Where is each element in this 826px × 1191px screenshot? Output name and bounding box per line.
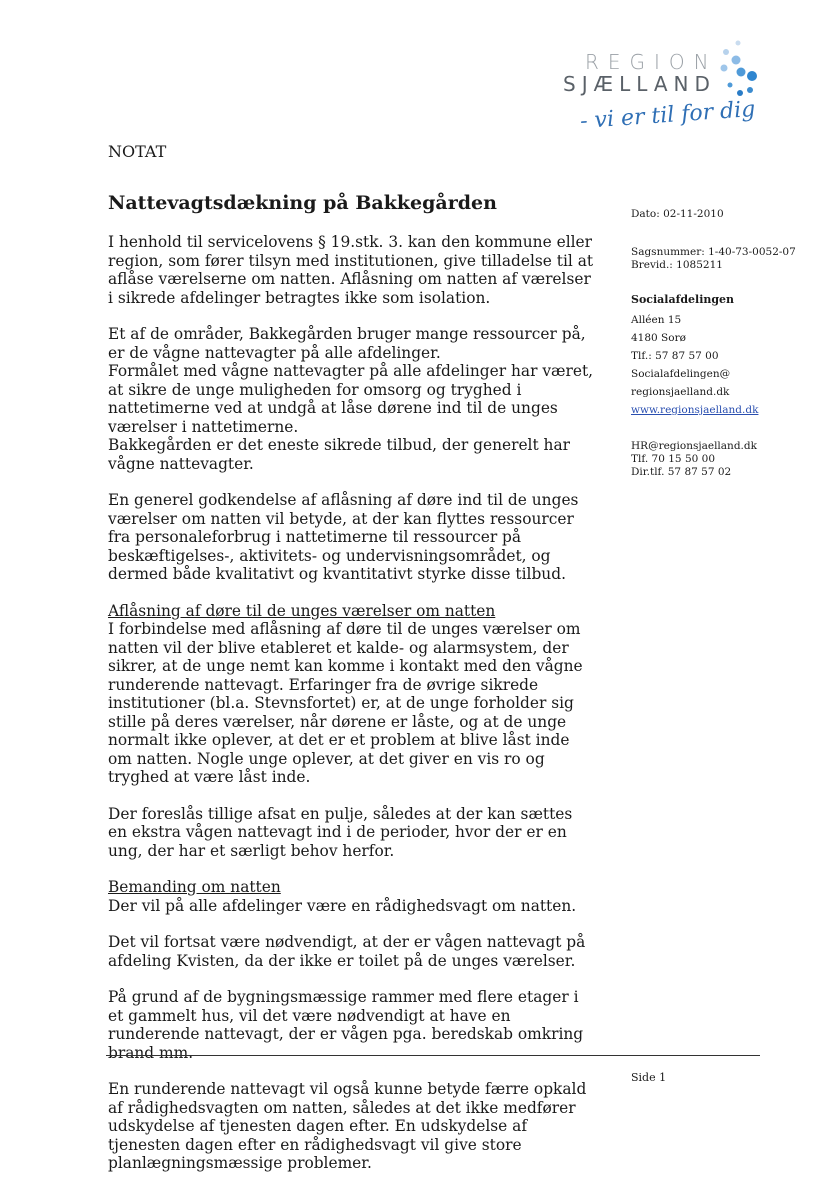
paragraph: I henhold til servicelovens § 19.stk. 3. kan den kommune eller region, som fører tilsyn med institutionen, give tilladelse til at aflåse værelserne om natten. Aflåsning om natten af værelser i sikrede afdelinger betragtes ikke som isolation. <box>108 233 594 307</box>
paragraph: Formålet med vågne nattevagter på alle afdelinger har været, at sikre de unge muligheden for omsorg og tryghed i nattetimerne ved at undgå at låse dørene ind til de unges værelser i nattetimerne. <box>108 362 594 436</box>
phone: Tlf.: 57 87 57 00 <box>631 350 719 362</box>
hr-phone: Tlf. 70 15 50 00 <box>631 453 716 465</box>
paragraph: Der vil på alle afdelinger være en rådighedsvagt om natten. <box>108 896 577 915</box>
logo-dots-icon <box>716 38 762 102</box>
footer-divider <box>106 1055 760 1056</box>
section-heading: Aflåsning af døre til de unges værelser om natten <box>108 601 496 620</box>
website-link[interactable]: www.regionsjaelland.dk <box>631 404 759 416</box>
address-city: 4180 Sorø <box>631 332 686 344</box>
paragraph: Et af de områder, Bakkegården bruger mange ressourcer på, er de vågne nattevagter på alle afdelinger. <box>108 325 586 362</box>
paragraph: En runderende nattevagt vil også kunne betyde færre opkald af rådighedsvagten om natten, således at det ikke medfører udskydelse af tjenesten dagen efter. En udskydelse af tjenesten dagen efter en rådighedsvagt vil give store planlægningsmæssige problemer. <box>108 1080 587 1172</box>
paragraph: I forbindelse med aflåsning af døre til de unges værelser om natten vil der blive etableret et kalde- og alarmsystem, der sikrer, at de unge nemt kan komme i kontakt med den vågne runderende nattevagt. Erfaringer fra de øvrige sikrede institutioner (bl.a. Stevnsfortet) er, at de unge forholder sig stille på deres værelser, når dørene er låste, og at de unge normalt ikke oplever, at det er et problem at blive låst inde om natten. Nogle unge oplever, at det giver en vis ro og tryghed at være låst inde. <box>108 620 583 786</box>
department-name: Socialafdelingen <box>631 293 735 306</box>
paragraph: Det vil fortsat være nødvendigt, at der er vågen nattevagt på afdeling Kvisten, da der ikke er toilet på de unges værelser. <box>108 933 586 970</box>
brevid: Brevid.: 1085211 <box>631 259 723 271</box>
logo-sjaelland-text: SJÆLLAND <box>563 72 716 96</box>
paragraph: En generel godkendelse af aflåsning af døre ind til de unges værelser om natten vil betyde, at der kan flyttes ressourcer fra personaleforbrug i nattetimerne til ressourcer på beskæftigelses-, aktivitets- og undervisningsområdet, og dermed både kvalitativt og kvantitativt styrke disse tilbud. <box>108 491 579 583</box>
paragraph: På grund af de bygningsmæssige rammer med flere etager i et gammelt hus, vil det være nødvendigt at have en runderende nattevagt, der er vågen pga. beredskab omkring brand mm. <box>108 988 584 1062</box>
case-info <box>631 246 796 272</box>
paragraph: Bakkegården er det eneste sikrede tilbud, der generelt har vågne nattevagter. <box>108 436 570 473</box>
page-number: Side 1 <box>631 1071 667 1084</box>
address-street: Alléen 15 <box>631 314 682 326</box>
email-line-1: Socialafdelingen@ <box>631 368 731 380</box>
hr-contact-block <box>631 440 757 479</box>
logo-tagline: - vi er til for dig <box>579 96 757 135</box>
logo-region-text: REGION <box>585 50 718 74</box>
case-number: Sagsnummer: 1-40-73-0052-07 <box>631 246 796 258</box>
section-heading: Bemanding om natten <box>108 878 281 896</box>
hr-email: HR@regionsjaelland.dk <box>631 440 757 452</box>
direct-phone: Dir.tlf. 57 87 57 02 <box>631 466 732 478</box>
department-block <box>631 293 758 419</box>
email-line-2: regionsjaelland.dk <box>631 386 730 398</box>
date-line: Dato: 02-11-2010 <box>631 208 724 220</box>
paragraph: Der foreslås tillige afsat en pulje, således at der kan sættes en ekstra vågen nattevagt ind i de perioder, hvor der er en ung, der har et særligt behov herfor. <box>108 804 573 860</box>
document-title: Nattevagtsdækning på Bakkegården <box>108 192 497 214</box>
body-text <box>108 233 594 1191</box>
document-type-label: NOTAT <box>108 142 167 161</box>
